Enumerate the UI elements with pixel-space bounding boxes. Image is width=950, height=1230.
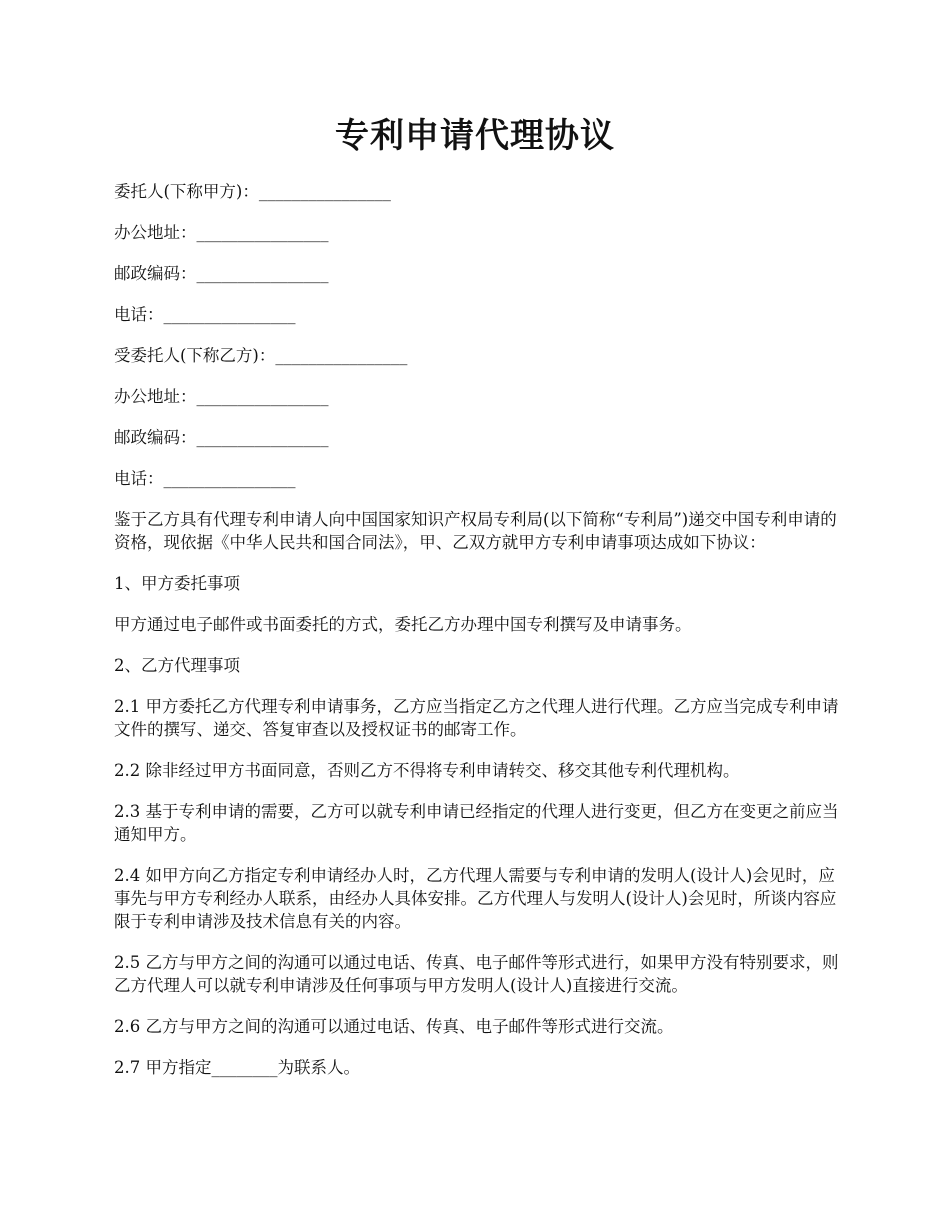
party-agent-postcode: 邮政编码：________________ [114, 428, 329, 447]
section-1-text: 甲方通过电子邮件或书面委托的方式，委托乙方办理中国专利撰写及申请事务。 [114, 615, 692, 634]
clause-2-4: 2.4 如甲方向乙方指定专利申请经办人时，乙方代理人需要与专利申请的发明人(设计人)会见时，应事先与甲方专利经办人联系，由经办人具体安排。乙方代理人与发明人(设计人)会见时，所谈内容应限于专利申请涉及技术信息有关的内容。 [114, 866, 837, 931]
clause-2-2: 2.2 除非经过甲方书面同意，否则乙方不得将专利申请转交、移交其他专利代理机构。 [114, 761, 740, 780]
party-agent-phone: 电话：________________ [114, 469, 296, 488]
clause-2-3: 2.3 基于专利申请的需要，乙方可以就专利申请已经指定的代理人进行变更，但乙方在变更之前应当通知甲方。 [114, 802, 839, 844]
section-1-heading: 1、甲方委托事项 [114, 574, 240, 593]
party-client-name: 委托人(下称甲方)：________________ [114, 182, 391, 201]
clause-2-7: 2.7 甲方指定________为联系人。 [114, 1058, 360, 1077]
clause-2-6: 2.6 乙方与甲方之间的沟通可以通过电话、传真、电子邮件等形式进行交流。 [114, 1017, 674, 1036]
document-body [114, 180, 849, 1097]
party-agent-address: 办公地址：________________ [114, 387, 329, 406]
party-client-phone: 电话：________________ [114, 305, 296, 324]
party-client-postcode: 邮政编码：________________ [114, 264, 329, 283]
party-client-address: 办公地址：________________ [114, 223, 329, 242]
section-2-heading: 2、乙方代理事项 [114, 656, 240, 675]
document-title: 专利申请代理协议 [335, 116, 615, 156]
preamble: 鉴于乙方具有代理专利申请人向中国国家知识产权局专利局(以下简称“专利局”)递交中国专利申请的资格，现依据《中华人民共和国合同法》，甲、乙双方就甲方专利申请事项达成如下协议： [114, 510, 837, 552]
clause-2-1: 2.1 甲方委托乙方代理专利申请事务，乙方应当指定乙方之代理人进行代理。乙方应当完成专利申请文件的撰写、递交、答复审查以及授权证书的邮寄工作。 [114, 697, 839, 739]
clause-2-5: 2.5 乙方与甲方之间的沟通可以通过电话、传真、电子邮件等形式进行，如果甲方没有特别要求，则乙方代理人可以就专利申请涉及任何事项与甲方发明人(设计人)直接进行交流。 [114, 953, 839, 995]
party-agent-name: 受委托人(下称乙方)：________________ [114, 346, 408, 365]
